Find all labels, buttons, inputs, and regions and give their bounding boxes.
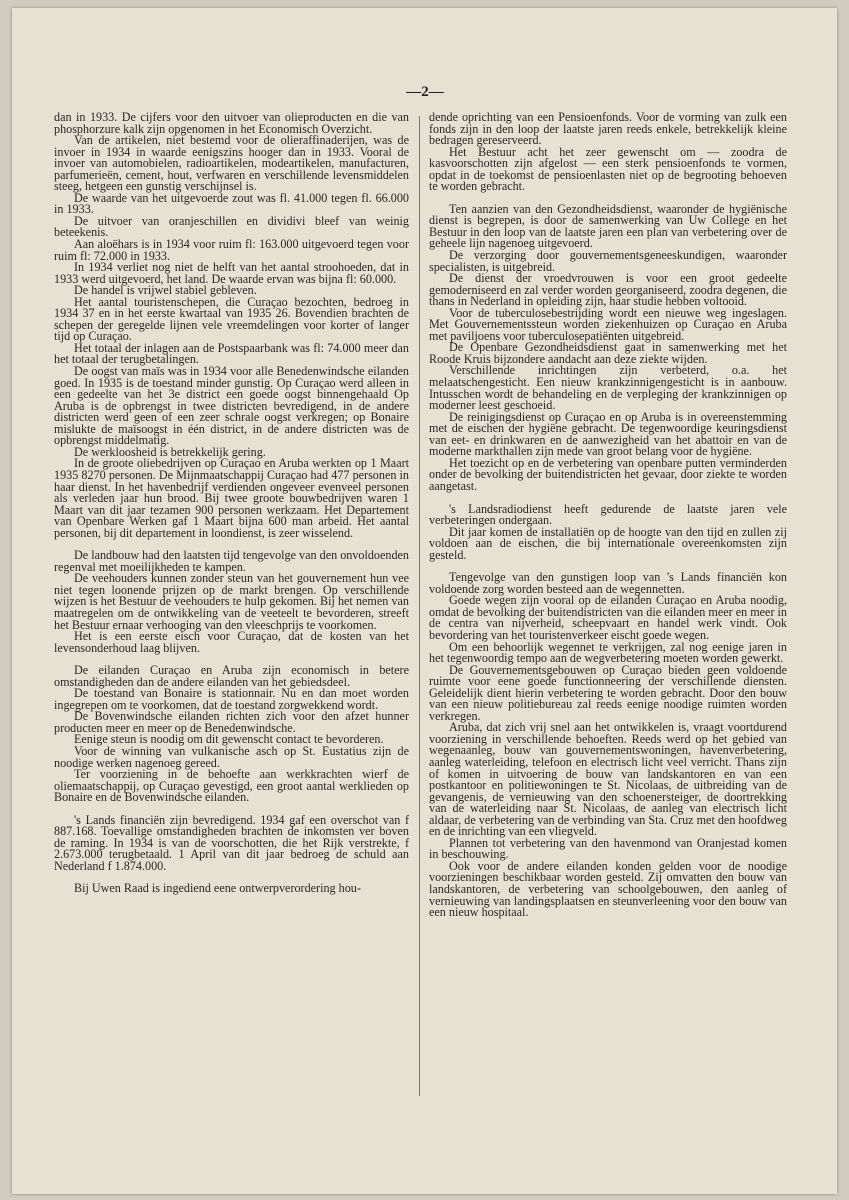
paragraph: De oogst van maïs was in 1934 voor alle Benedenwindsche eilanden goed. In 1935 is de toestand minder gunstig. Op Curaçao werd alleen in een gedeelte van het 3e district een goede oogst binnengehaald Op Aruba is de opbrengst in twee districten bevredigend, in de andere districten werd geen of een zeer schrale oogst verkregen; op Bonaire mislukte de maïsoogst in één district, in de andere districten was de opbrengst middelmatig. xyxy=(54,364,409,448)
paragraph: Eenige steun is noodig om dit gewenscht contact te bevorderen. xyxy=(74,732,384,747)
paragraph: Ook voor de andere eilanden konden gelden voor de noodige voorzieningen beschikbaar worden gesteld. Zij omvatten den bouw van landskantoren, de verbetering van schoolgebouwen, den aanleg of vernieuwing van landingsplaatsen en steunverleening voor den bouw van een nieuw hospitaal. xyxy=(429,858,787,920)
paragraph: Het aantal touristenschepen, die Curaçao bezochten, bedroeg in 1934 37 en in het eerste kwartaal van 1935 26. Bovendien brachten de schepen der geregelde lijnen vele vreemdelingen voor korter of langer tijd op Curaçao. xyxy=(54,294,409,344)
left-column xyxy=(54,112,409,895)
paragraph: De waarde van het uitgevoerde zout was fl. 41.000 tegen fl. 66.000 in 1933. xyxy=(54,190,409,217)
paragraph: Aan aloëhars is in 1934 voor ruim fl: 163.000 uitgevoerd tegen voor ruim fl: 72.000 in 1933. xyxy=(54,237,409,263)
paragraph: De toestand van Bonaire is stationnair. Nu en dan moet worden ingegrepen om te voorkomen, dat de toestand zorgwekkend wordt. xyxy=(54,686,409,712)
paragraph: Het toezicht op en de verbetering van openbare putten verminderden onder de bevolking der buitendistricten het gevaar, door ziekte te worden aangetast. xyxy=(429,455,787,493)
paragraph: Voor de tuberculosebestrijding wordt een nieuwe weg ingeslagen. Met Gouvernementssteun worden ziekenhuizen op Curaçao en Aruba met paviljoens voor tuberculosepatiënten uitgebreid. xyxy=(429,305,787,343)
paragraph: In de groote oliebedrijven op Curaçao en Aruba werkten op 1 Maart 1935 8270 personen. De Mijnmaatschappij Curaçao had 477 personen in haar dienst. In het havenbedrijf verdienden ongeveer evenveel personen als verleden jaar hun brood. Bij twee groote bouwbedrijven waren 1 Maart van dit jaar tezamen 900 personen werkzaam. Het Departement van Openbare Werken gaf 1 Maart bijna 600 man arbeid. Het aantal personen, bij dit departement in loondienst, is zeer wisselend. xyxy=(54,456,409,540)
paragraph: De Bovenwindsche eilanden richten zich voor den afzet hunner producten meer en meer op de Benedenwindsche. xyxy=(54,709,409,735)
paragraph: De uitvoer van oranjeschillen en dividivi bleef van weinig beteekenis. xyxy=(54,213,409,240)
document-page xyxy=(12,8,837,1194)
paragraph: De verzorging door gouvernementsgeneeskundigen, waaronder specialisten, is uitgebreid. xyxy=(429,248,787,274)
paragraph: dan in 1933. De cijfers voor den uitvoer van olieproducten en die van phosphorzure kalk zijn opgenomen in het Economisch Overzicht. xyxy=(54,110,409,136)
paragraph: De werkloosheid is betrekkelijk gering. xyxy=(74,444,266,459)
paragraph: 's Landsradiodienst heeft gedurende de laatste jaren vele verbeteringen ondergaan. xyxy=(429,501,787,528)
paragraph: De handel is vrijwel stabiel gebleven. xyxy=(74,283,257,298)
paragraph: Verschillende inrichtingen zijn verbeterd, o.a. het melaatschengesticht. Een nieuw krankzinnigengesticht is in aanbouw. Intusschen wordt de behandeling en de verpleging der krankzinnigen op moderner leest geschoeid. xyxy=(429,363,787,413)
paragraph: De reinigingsdienst op Curaçao en op Aruba is in overeenstemming met de eischen der hygiëne gebracht. De tegenwoordige keuringsdienst van eet- en drinkwaren en de aanwezigheid van het abattoir en van de moderne markthallen zijn mede van groot belang voor de hygiëne. xyxy=(429,409,787,459)
paragraph: De Gouvernementsgebouwen op Curaçao bieden geen voldoende ruimte voor eene goede functionneering der verschillende diensten. Geleidelijk dient hierin verbetering te worden gebracht. Door den bouw van een nieuw politiebureau zal reeds eenige noodige ruimten worden verkregen. xyxy=(429,662,787,723)
paragraph: dende oprichting van een Pensioenfonds. Voor de vorming van zulk een fonds zijn in den loop der laatste jaren reeds enkele, betrekkelijk kleine bedragen gereserveerd. xyxy=(429,110,787,148)
paragraph: Van de artikelen, niet bestemd voor de olieraffinaderijen, was de invoer in 1934 in waarde eenigszins hooger dan in 1933. Vooral de invoer van automobielen, radioartikelen, modeartikelen, manufacturen, parfumerieën, cement, hout, verfwaren en verschillende levensmiddelen steeg, hetgeen een gunstig verschijnsel is. xyxy=(54,133,409,194)
paragraph: Om een behoorlijk wegennet te verkrijgen, zal nog eenige jaren in het tegenwoordig tempo aan de wegverbetering moeten worden gewerkt. xyxy=(429,639,787,666)
paragraph: De landbouw had den laatsten tijd tengevolge van den onvoldoenden regenval met moeilijkheden te kampen. xyxy=(54,548,409,574)
paragraph: Goede wegen zijn vooral op de eilanden Curaçao en Aruba noodig, omdat de bevolking der buitendistricten van die eilanden meer en meer in de centra van nijverheid, scheepvaart en handel werk vindt. Ook bevordering van het touristenverkeer eischt goede wegen. xyxy=(429,593,787,642)
paragraph: Het is een eerste eisch voor Curaçao, dat de kosten van het levensonderhoud laag blijven. xyxy=(54,629,409,655)
paragraph: Plannen tot verbetering van den havenmond van Oranjestad komen in beschouwing. xyxy=(429,835,787,862)
paragraph: Tengevolge van den gunstigen loop van 's Lands financiën kon voldoende zorg worden besteed aan de wegennetten. xyxy=(429,570,787,596)
paragraph: Voor de winning van vulkanische asch op St. Eustatius zijn de noodige werken nagenoeg gereed. xyxy=(54,743,409,770)
page-number: —2— xyxy=(406,84,444,100)
paragraph: Dit jaar komen de installatiën op de hoogte van den tijd en zullen zij voldoen aan de eischen, die bij internationale overeenkomsten zijn gesteld. xyxy=(429,524,787,562)
paragraph: 's Lands financiën zijn bevredigend. 1934 gaf een overschot van f 887.168. Toevallige omstandigheden brachten de inkomsten ver boven de raming. In 1934 is van de voorschotten, die het Rijk verstrekte, f 2.673.000 terugbetaald. 1 April van dit jaar bedroeg de schuld aan Nederland f 1.874.000. xyxy=(54,812,409,873)
paragraph: Het totaal der inlagen aan de Postspaarbank was fl: 74.000 meer dan het totaal der terugbetalingen. xyxy=(54,340,409,367)
paragraph: De veehouders kunnen zonder steun van het gouvernement hun vee niet tegen loonende prijzen op de markt brengen. Op verschillende wijzen is het Bestuur de veehouders te hulp gekomen. Bij het nemen van maatregelen om de ontwikkeling van de veeteelt te bevorderen, streeft het Bestuur ernaar verhooging van den vleeschprijs te voorkomen. xyxy=(54,571,409,632)
paragraph: Bij Uwen Raad is ingediend eene ontwerpverordering hou- xyxy=(74,881,361,896)
paragraph: Aruba, dat zich vrij snel aan het ontwikkelen is, vraagt voortdurend voorziening in verschillende behoeften. Reeds werd op het gebied van wegenaanleg, bouw van gouvernementswoningen, havenverbetering, aanleg waterleiding, telefoon en electrisch licht veel verricht. Thans zijn of komen in uitvoering de bouw van landskantoren en van een postkantoor en politiewoningen te St. Nicolaas, de uitbreiding van de gevangenis, de vernieuwing van den schoenersteiger, de doortrekking van de waterleiding naar St. Nicolaas, de aanleg van electrisch licht aldaar, de verbetering van de verbinding van Sta. Cruz met den hoofdweg en de inrichting van een vliegveld. xyxy=(429,720,787,839)
paragraph: In 1934 verliet nog niet de helft van het aantal stroohoeden, dat in 1933 werd uitgevoerd, het land. De waarde ervan was bijna fl: 60.000. xyxy=(54,260,409,286)
column-divider xyxy=(419,116,420,1096)
paragraph: Ter voorziening in de behoefte aan werkkrachten wierf de oliemaatschappij, op Curaçao gevestigd, een groot aantal werklieden op Bonaire en de Bovenwindsche eilanden. xyxy=(54,767,409,805)
paragraph: De eilanden Curaçao en Aruba zijn economisch in betere omstandigheden dan de andere eilanden van het gebiedsdeel. xyxy=(54,663,409,689)
paragraph: De Openbare Gezondheidsdienst gaat in samenwerking met het Roode Kruis bijzondere aandacht aan deze ziekte wijden. xyxy=(429,340,787,366)
right-column xyxy=(429,112,787,919)
paragraph: De dienst der vroedvrouwen is voor een groot gedeelte gemoderniseerd en zal verder worden georganiseerd, zoodra degenen, die thans in Nederland in opleiding zijn, haar studie hebben voltooid. xyxy=(429,271,787,309)
paragraph: Het Bestuur acht het zeer gewenscht om — zoodra de kasvoorschotten zijn afgelost — een sterk pensioenfonds te vormen, opdat in de toekomst de pensioenlasten niet op de begrooting behoeven te worden gebracht. xyxy=(429,144,787,194)
paragraph: Ten aanzien van den Gezondheidsdienst, waaronder de hygiënische dienst is begrepen, is door de samenwerking van Uw College en het Bestuur in den loop van de laatste jaren een plan van verbetering over de geheele lijn nagenoeg uitgevoerd. xyxy=(429,201,787,251)
